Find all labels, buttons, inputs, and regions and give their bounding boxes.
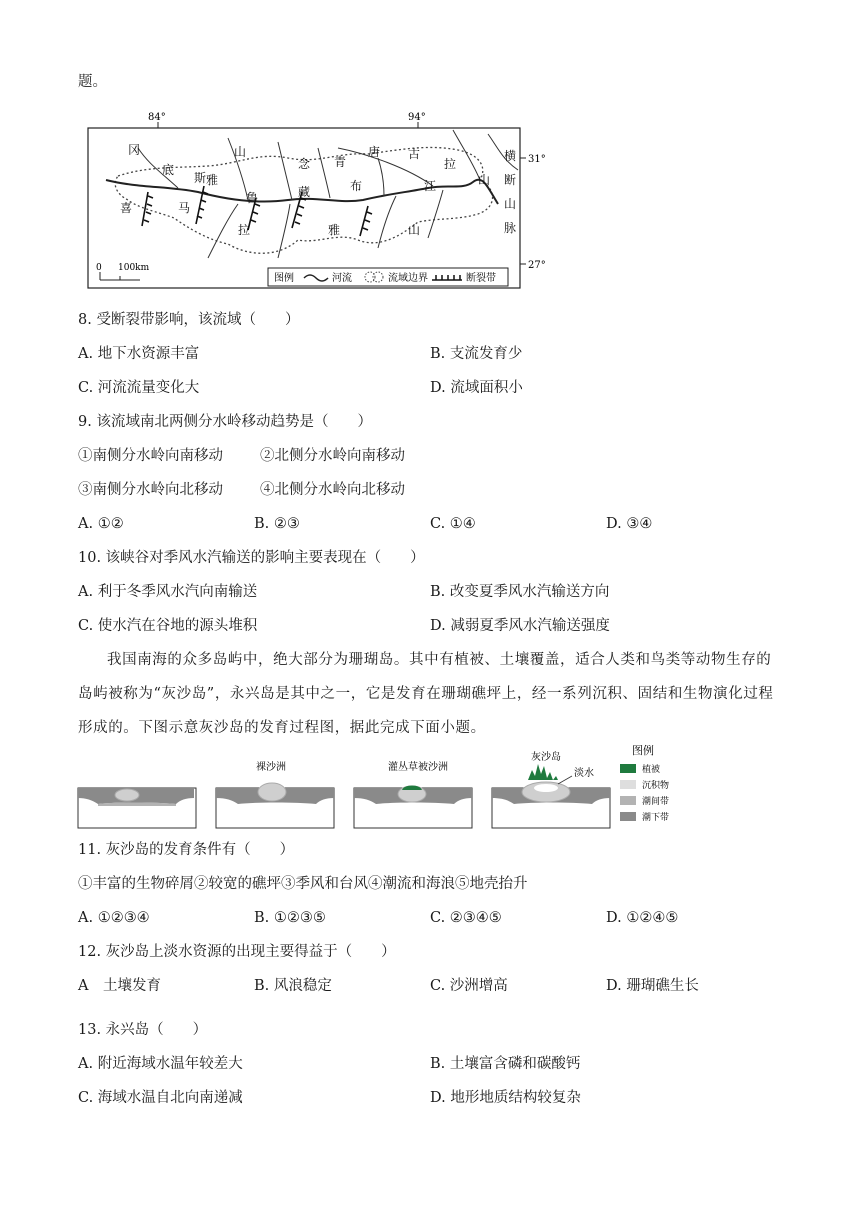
- q11-option-d[interactable]: D. ①②④⑤: [606, 910, 679, 926]
- svg-text:流域边界: 流域边界: [388, 273, 428, 284]
- place-char: 藏: [298, 185, 311, 199]
- q9-option-c[interactable]: C. ①④: [430, 516, 476, 532]
- place-char: 鲁: [246, 191, 259, 205]
- lat-label-31: 31°: [528, 154, 546, 165]
- q11-stem: 11. 灰沙岛的发育条件有（ ）: [78, 842, 295, 858]
- place-char: 念: [298, 157, 311, 171]
- q13-option-c[interactable]: C. 海域水温自北向南递减: [78, 1090, 243, 1106]
- q9-statement-4: ④北侧分水岭向北移动: [260, 482, 405, 498]
- q10-stem: 10. 该峡谷对季风水汽输送的影响主要表现在（ ）: [78, 550, 425, 566]
- map-legend: [268, 268, 508, 286]
- q11-conditions: ①丰富的生物碎屑②较宽的礁坪③季风和台风④潮流和海浪⑤地壳抬升: [78, 876, 528, 892]
- q8-option-a[interactable]: A. 地下水资源丰富: [78, 346, 200, 362]
- lat-label-27: 27°: [528, 260, 546, 271]
- place-char: 山: [408, 223, 421, 237]
- q9-option-a[interactable]: A. ①②: [78, 516, 124, 532]
- place-char: 山: [504, 197, 517, 211]
- svg-text:潮下带: 潮下带: [642, 813, 670, 823]
- stage-panel-3: [354, 760, 472, 828]
- q9-stem: 9. 该流域南北两侧分水岭移动趋势是（ ）: [78, 414, 372, 430]
- basin-map: [78, 108, 558, 294]
- place-char: 山: [234, 145, 247, 159]
- q9-statement-1: ①南侧分水岭向南移动: [78, 448, 223, 464]
- q10-option-a[interactable]: A. 利于冬季风水汽向南输送: [78, 584, 258, 600]
- q10-option-d[interactable]: D. 减弱夏季风水汽输送强度: [430, 618, 610, 634]
- lon-label-84: 84°: [148, 112, 166, 123]
- stage-panel-1: [78, 788, 196, 828]
- island-legend: [620, 744, 669, 823]
- stage-label-1: 裸沙洲: [256, 762, 286, 773]
- q13-option-b[interactable]: B. 土壤富含磷和碳酸钙: [430, 1056, 581, 1072]
- q10-option-b[interactable]: B. 改变夏季风水汽输送方向: [430, 584, 610, 600]
- q8-stem: 8. 受断裂带影响，该流域（ ）: [78, 312, 300, 328]
- q13-option-a[interactable]: A. 附近海域水温年较差大: [78, 1056, 243, 1072]
- q12-option-c[interactable]: C. 沙洲增高: [430, 978, 508, 994]
- place-char: 斯: [194, 171, 207, 185]
- q12-stem: 12. 灰沙岛上淡水资源的出现主要得益于（ ）: [78, 944, 396, 960]
- place-char: 江: [424, 179, 437, 193]
- q9-option-b[interactable]: B. ②③: [254, 516, 300, 532]
- place-char: 断: [504, 173, 517, 187]
- svg-text:沉积物: 沉积物: [642, 781, 670, 791]
- place-char: 横: [504, 149, 517, 163]
- q12-option-b[interactable]: B. 风浪稳定: [254, 978, 332, 994]
- q8-option-c[interactable]: C. 河流流量变化大: [78, 380, 200, 396]
- place-char: 马: [178, 201, 191, 215]
- lon-label-94: 94°: [408, 112, 426, 123]
- svg-text:河流: 河流: [332, 273, 352, 284]
- top-fragment: 题。: [78, 74, 107, 90]
- island-development-figure: [76, 744, 696, 832]
- svg-text:图例: 图例: [274, 273, 294, 284]
- q9-statement-3: ③南侧分水岭向北移动: [78, 482, 223, 498]
- place-char: 拉: [238, 223, 251, 237]
- place-char: 拉: [444, 157, 457, 171]
- place-char: 青: [334, 155, 347, 169]
- place-char: 底: [162, 163, 175, 177]
- q10-option-c[interactable]: C. 使水汽在谷地的源头堆积: [78, 618, 258, 634]
- reading-passage: 我国南海的众多岛屿中，绝大部分为珊瑚岛。其中有植被、土壤覆盖，适合人类和鸟类等动物生存的岛屿被称为“灰沙岛”，永兴岛是其中之一，它是发育在珊瑚礁坪上，经一系列沉积、固结和生物演化过程形成的。下图示意灰沙岛的发育过程图，据此完成下面小题。: [78, 652, 774, 736]
- svg-text:潮间带: 潮间带: [642, 797, 670, 807]
- q8-option-b[interactable]: B. 支流发育少: [430, 346, 523, 362]
- q11-option-b[interactable]: B. ①②③⑤: [254, 910, 326, 926]
- q13-option-d[interactable]: D. 地形地质结构较复杂: [430, 1090, 581, 1106]
- svg-text:0: 0: [96, 263, 102, 273]
- q9-option-d[interactable]: D. ③④: [606, 516, 653, 532]
- q12-option-a[interactable]: A 土壤发育: [78, 978, 161, 994]
- stage-label-3: 灰沙岛: [531, 752, 561, 763]
- freshwater-label: 淡水: [574, 768, 594, 779]
- q11-option-a[interactable]: A. ①②③④: [78, 910, 150, 926]
- stage-label-2: 灌丛草被沙洲: [388, 762, 448, 773]
- q8-option-d[interactable]: D. 流域面积小: [430, 380, 523, 396]
- place-char: 雅: [206, 173, 219, 187]
- svg-text:100km: 100km: [118, 263, 150, 273]
- place-char: 脉: [504, 221, 517, 235]
- place-char: 山: [478, 173, 491, 187]
- q12-option-d[interactable]: D. 珊瑚礁生长: [606, 978, 699, 994]
- svg-text:植被: 植被: [642, 765, 661, 775]
- q9-statement-2: ②北侧分水岭向南移动: [260, 448, 405, 464]
- place-char: 冈: [128, 143, 141, 157]
- place-char: 喜: [120, 201, 133, 215]
- q13-stem: 13. 永兴岛（ ）: [78, 1022, 208, 1038]
- stage-panel-2: [216, 760, 334, 828]
- place-char: 布: [350, 179, 363, 193]
- stage-panel-4: [492, 750, 610, 828]
- place-char: 雅: [328, 223, 341, 237]
- svg-text:断裂带: 断裂带: [466, 273, 496, 284]
- q11-option-c[interactable]: C. ②③④⑤: [430, 910, 502, 926]
- place-char: 唐: [368, 145, 381, 159]
- place-char: 古: [408, 147, 421, 161]
- svg-text:图例: 图例: [632, 744, 654, 757]
